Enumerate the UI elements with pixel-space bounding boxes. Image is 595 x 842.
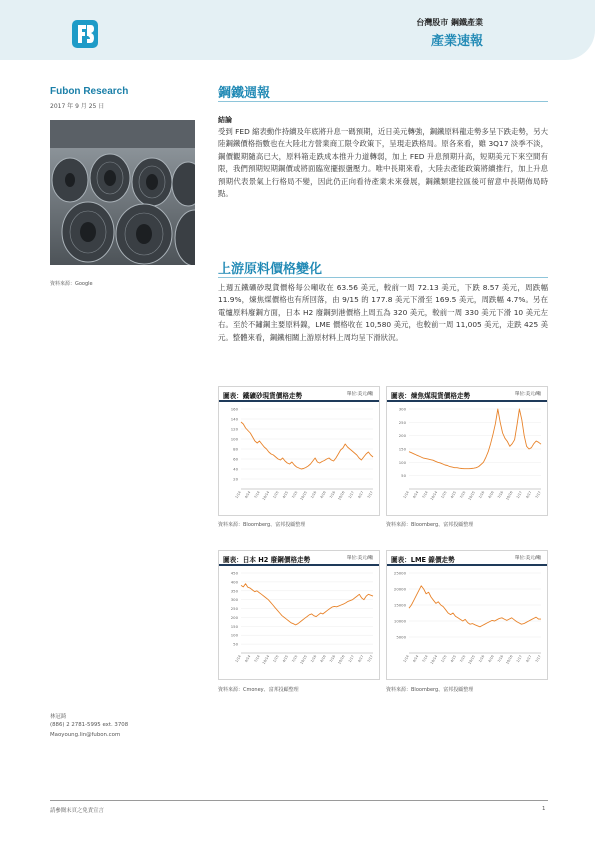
y-tick-label: 50 [401, 473, 406, 479]
analyst-email[interactable]: Maoyoung.lin@fubon.com [50, 732, 121, 738]
x-tick-label: 7/17 [366, 490, 374, 500]
header-band [0, 0, 595, 60]
x-tick-label: 7/15 [291, 654, 299, 664]
x-tick-label: 1/15 [440, 490, 448, 500]
x-tick-label: 10/14 [261, 654, 271, 665]
conclusion-paragraph: 受到 FED 縮表動作持續及年底將升息一碼預期，近日美元轉強，鋼鐵原料龍走勢多呈下跌走勢，另大陸鋼鐵價格指數也在大陸北方營業商工限令政策下，呈現走跌格局。原各來看，雖 3Q17 淡季不淡，鋼價觀期隨高已大，原料箱走跌成本推升力道轉弱，加上 FED 升息預期升高，短期美元下來空間有限，我們預期短期鋼價或將面臨宽擺振盪壓力。唯中長期來看，大陸去產能政策將續推行，加上升息預期代表景氣上行格局不變，因此仍正向看待產業未來發展，鋼鐵類建拉區後可留意中長期佈局時點。 [218, 127, 548, 199]
chart-plot [219, 403, 380, 516]
x-tick-label: 10/15 [467, 654, 476, 665]
x-tick-label: 7/16 [496, 490, 505, 500]
x-tick-label: 10/15 [299, 654, 308, 665]
x-tick-label: 1/15 [272, 654, 280, 664]
x-tick-label: 7/16 [328, 490, 337, 500]
x-tick-label: 7/14 [421, 490, 429, 500]
chart-title: 圖表：LME 鎳價走勢 [391, 556, 455, 564]
y-tick-label: 120 [230, 426, 238, 432]
chart-title-rule [387, 564, 547, 566]
x-tick-label: 7/16 [496, 654, 505, 664]
x-tick-label: 1/17 [347, 654, 356, 664]
chart-title: 圖表：日本 H2 廢鋼價格走勢 [223, 556, 311, 564]
x-tick-label: 1/14 [234, 654, 242, 664]
chart-title-rule [219, 564, 379, 566]
chart-japan-scrap [218, 550, 380, 680]
chart-coking-coal [386, 386, 548, 516]
x-tick-label: 10/15 [299, 490, 308, 501]
y-tick-label: 250 [230, 606, 238, 612]
x-tick-label: 1/16 [478, 654, 486, 664]
analyst-name: 林冠錡 [50, 714, 67, 720]
x-tick-label: 7/14 [421, 654, 429, 664]
x-tick-label: 4/14 [412, 490, 420, 500]
photo-source: 資料來源：Google [50, 281, 93, 287]
section-title-weekly: 鋼鐵週報 [218, 86, 271, 101]
chart-source: 資料來源：Bloomberg、富邦投顧整理 [386, 687, 474, 693]
chart-unit: 單位:美元/噸 [346, 392, 373, 397]
x-tick-label: 10/14 [429, 654, 439, 665]
report-date: 2017 年 9 月 25 日 [50, 103, 105, 110]
section-divider [218, 277, 548, 278]
footer-divider [50, 800, 548, 801]
y-tick-label: 140 [230, 416, 238, 422]
chart-plot [387, 403, 548, 516]
x-tick-label: 1/17 [515, 654, 524, 664]
x-tick-label: 1/14 [234, 490, 242, 500]
y-tick-label: 250 [398, 419, 406, 425]
y-tick-label: 15000 [393, 602, 406, 608]
x-tick-label: 4/15 [449, 654, 458, 664]
y-tick-label: 100 [230, 632, 238, 638]
section-divider [218, 101, 548, 102]
steel-coils-photo [50, 120, 195, 265]
x-tick-label: 4/14 [244, 490, 252, 500]
y-tick-label: 350 [230, 588, 238, 594]
x-tick-label: 7/17 [366, 654, 374, 664]
y-tick-label: 160 [230, 406, 238, 412]
x-tick-label: 7/14 [253, 490, 261, 500]
chart-title: 圖表：煉焦煤現貨價格走勢 [391, 392, 471, 400]
y-tick-label: 400 [230, 579, 238, 585]
chart-unit: 單位:美元/噸 [514, 556, 541, 561]
chart-title-rule [387, 400, 547, 402]
x-tick-label: 1/16 [310, 654, 318, 664]
y-tick-label: 200 [230, 614, 238, 620]
x-tick-label: 7/15 [459, 654, 467, 664]
y-tick-label: 10000 [393, 618, 406, 624]
x-tick-label: 4/15 [281, 490, 290, 500]
x-tick-label: 4/17 [525, 490, 533, 500]
x-tick-label: 10/16 [337, 490, 346, 501]
x-tick-label: 10/15 [467, 490, 476, 501]
y-tick-label: 150 [230, 623, 238, 629]
x-tick-label: 1/15 [440, 654, 448, 664]
x-tick-label: 1/16 [478, 490, 486, 500]
chart-title: 圖表：鐵礦砂現貨價格走勢 [223, 392, 303, 400]
chart-unit: 單位:美元/噸 [514, 392, 541, 397]
chart-iron-ore [218, 386, 380, 516]
y-tick-label: 20 [233, 476, 238, 482]
chart-unit: 單位:美元/噸 [346, 556, 373, 561]
firm-name: Fubon Research [50, 86, 129, 97]
analyst-phone: (886) 2 2781-5995 ext. 3708 [50, 722, 129, 728]
y-tick-label: 50 [233, 641, 238, 647]
upstream-paragraph: 上週五鐵礦砂現貨價格每公噸收在 63.56 美元，較前一周 72.13 美元，下跌 8.57 美元，周跌幅 11.9%，煉焦煤價格也有所回落，由 9/15 的 177.8 美元下滑至 169.5 美元，周跌幅 4.7%。另在電爐原料廢鋼方面，日本 H2 廢鋼到港價格上周五為 320 美元，較前一周 330 美元下滑 10 美元左右。至於不鏽鋼主要原料鎳，LME 價格收在 10,580 美元，也較前一周 11,005 美元，走跌 425 美元。整體來看，鋼鐵相關上游原材料上周均呈下滑狀況。 [218, 283, 548, 342]
x-tick-label: 4/17 [525, 654, 533, 664]
report-type-title: 產業速報 [430, 34, 483, 49]
y-tick-label: 20000 [393, 586, 406, 592]
y-tick-label: 40 [233, 466, 238, 472]
y-tick-label: 450 [230, 570, 238, 576]
x-tick-label: 4/17 [357, 490, 365, 500]
x-tick-label: 7/17 [534, 490, 542, 500]
x-tick-label: 10/16 [337, 654, 346, 665]
x-tick-label: 4/15 [281, 654, 290, 664]
x-tick-label: 1/17 [347, 490, 356, 500]
series-line [409, 586, 541, 627]
y-tick-label: 150 [398, 446, 406, 452]
chart-source: 資料來源：Bloomberg、富邦投顧整理 [218, 522, 306, 528]
x-tick-label: 10/16 [505, 490, 514, 501]
disclaimer-note: 請參閱末頁之免責宣言 [50, 808, 104, 814]
x-tick-label: 4/17 [357, 654, 365, 664]
y-tick-label: 300 [398, 406, 406, 412]
x-tick-label: 4/16 [319, 654, 327, 664]
chart-plot [219, 567, 380, 680]
chart-title-rule [219, 400, 379, 402]
y-tick-label: 25000 [393, 570, 406, 576]
x-tick-label: 7/17 [534, 654, 542, 664]
x-tick-label: 10/14 [261, 490, 271, 501]
y-tick-label: 200 [398, 433, 406, 439]
series-line [409, 409, 541, 469]
chart-plot [387, 567, 548, 680]
y-tick-label: 100 [230, 436, 238, 442]
x-tick-label: 1/14 [402, 490, 410, 500]
report-category: 台灣股市 鋼鐵產業 [416, 18, 483, 27]
x-tick-label: 4/16 [487, 490, 495, 500]
y-tick-label: 300 [230, 597, 238, 603]
x-tick-label: 7/16 [328, 654, 337, 664]
x-tick-label: 4/16 [319, 490, 327, 500]
fubon-logo-icon [72, 20, 98, 48]
x-tick-label: 7/14 [253, 654, 261, 664]
y-tick-label: 5000 [396, 634, 406, 640]
chart-lme-nickel [386, 550, 548, 680]
x-tick-label: 1/16 [310, 490, 318, 500]
x-tick-label: 1/15 [272, 490, 280, 500]
y-tick-label: 60 [233, 456, 238, 462]
chart-source: 資料來源：Bloomberg、富邦投顧整理 [386, 522, 474, 528]
x-tick-label: 7/15 [459, 490, 467, 500]
x-tick-label: 4/14 [412, 654, 420, 664]
conclusion-heading: 結論 [218, 116, 232, 124]
x-tick-label: 10/14 [429, 490, 439, 501]
x-tick-label: 4/15 [449, 490, 458, 500]
x-tick-label: 4/16 [487, 654, 495, 664]
chart-source: 資料來源：Cmoney、富邦投顧整理 [218, 687, 299, 693]
section-title-upstream: 上游原料價格變化 [218, 262, 323, 277]
x-tick-label: 1/17 [515, 490, 524, 500]
x-tick-label: 1/14 [402, 654, 410, 664]
y-tick-label: 100 [398, 459, 406, 465]
page-number: 1 [542, 806, 546, 812]
x-tick-label: 7/15 [291, 490, 299, 500]
x-tick-label: 10/16 [505, 654, 514, 665]
series-line [241, 584, 373, 625]
y-tick-label: 80 [233, 446, 238, 452]
x-tick-label: 4/14 [244, 654, 252, 664]
